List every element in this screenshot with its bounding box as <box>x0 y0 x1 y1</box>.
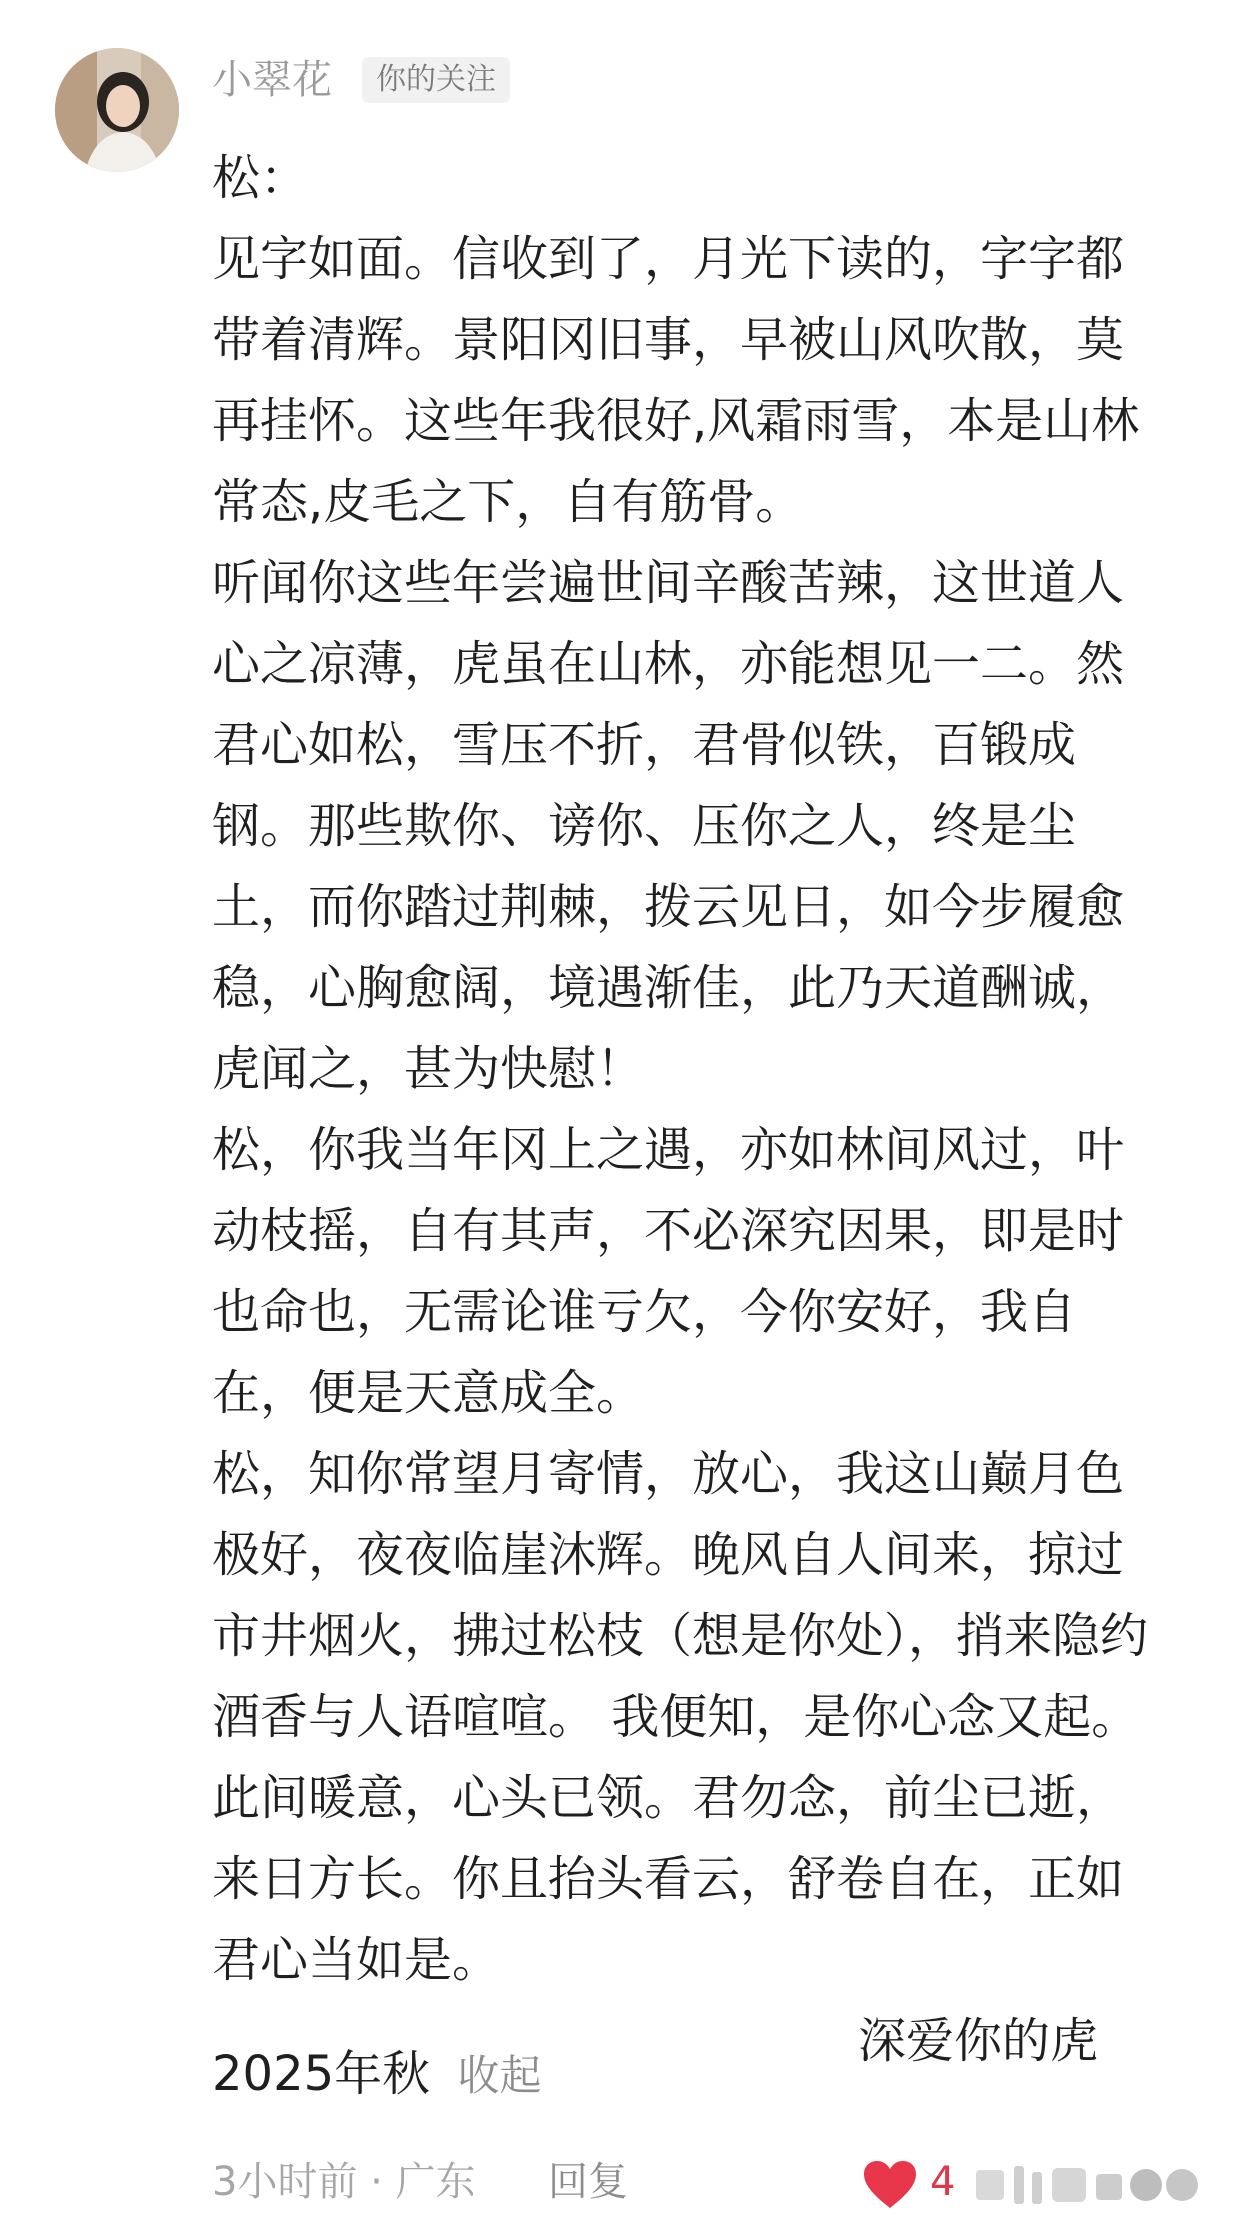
comment-date-line <box>212 2034 541 2116</box>
username[interactable]: 小翠花 <box>212 57 332 103</box>
comment-paragraph: 松，你我当年冈上之遇，亦如林间风过，叶动枝摇，自有其声，不必深究因果，即是时也命也，无需论谁亏欠，今你安好，我自在，便是天意成全。 <box>212 1122 1125 1421</box>
like-count: 4 <box>930 2159 956 2205</box>
comment-signature: 深爱你的虎 <box>857 2013 1098 2069</box>
comment-meta: 3小时前 · 广东 <box>212 2159 476 2205</box>
comment-paragraph: 见字如面。信收到了，月光下读的，字字都带着清辉。景阳冈旧事，早被山风吹散，莫再挂怀。这些年我很好,风霜雨雪，本是山林常态,皮毛之下，自有筋骨。 <box>212 231 1140 530</box>
comment-paragraph: 听闻你这些年尝遍世间辛酸苦辣，这世道人心之凉薄，虎虽在山林，亦能想见一二。然君心如松，雪压不折，君骨似铁，百锻成钢。那些欺你、谤你、压你之人，终是尘土，而你踏过荆棘，拨云见日，如今步履愈稳，心胸愈阔，境遇渐佳，此乃天道酬诚，虎闻之，甚为快慰！ <box>212 555 1125 1097</box>
comment-date: 2025年秋 <box>212 2046 431 2102</box>
comment-body <box>212 138 1170 2082</box>
reply-button[interactable]: 回复 <box>548 2159 628 2205</box>
action-icons[interactable] <box>970 2160 1210 2210</box>
follow-badge: 你的关注 <box>362 57 510 103</box>
avatar[interactable] <box>55 48 179 172</box>
comment-paragraph: 松： <box>212 150 309 206</box>
collapse-button[interactable]: 收起 <box>457 2051 542 2100</box>
heart-icon[interactable] <box>862 2160 918 2210</box>
comment-paragraph: 松，知你常望月寄情，放心，我这山巅月色极好，夜夜临崖沐辉。晚风自人间来，掠过市井烟火，拂过松枝（想是你处），捎来隐约酒香与人语喧喧。 我便知，是你心念又起。此间暖意，心头已领。君勿念，前尘已逝，来日方长。你且抬头看云，舒卷自在，正如君心当如是。 <box>212 1446 1149 1988</box>
avatar-photo <box>55 48 179 172</box>
